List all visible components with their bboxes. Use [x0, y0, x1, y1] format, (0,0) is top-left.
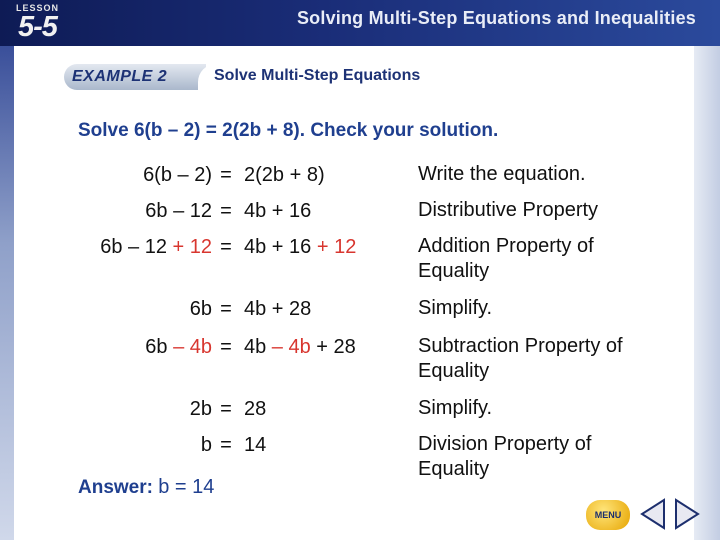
step-5-rhs-subtracted: – 4b	[266, 336, 311, 358]
step-4-equals: =	[220, 298, 232, 320]
arrow-left-icon	[636, 496, 670, 532]
lesson-title: Solving Multi-Step Equations and Inequalities	[296, 8, 696, 28]
top-banner	[0, 0, 720, 46]
step-2-equals: =	[220, 200, 232, 222]
answer	[78, 476, 214, 499]
step-7-lhs: b	[200, 434, 212, 456]
problem-statement: Solve 6(b – 2) = 2(2b + 8). Check your solution.	[78, 120, 499, 141]
step-3-equals: =	[220, 236, 232, 258]
previous-slide-button[interactable]	[636, 496, 670, 532]
step-1-equals: =	[220, 164, 232, 186]
step-5-lhs	[36, 336, 212, 359]
step-7-reason: Division Property of Equality	[418, 433, 592, 480]
step-3-rhs-added: + 12	[311, 236, 357, 258]
step-5-rhs-main: 4b	[244, 336, 267, 358]
answer-value: b = 14	[158, 476, 215, 498]
example-title: Solve Multi-Step Equations	[214, 67, 421, 84]
step-5-rhs-tail: + 28	[310, 336, 356, 358]
step-2-rhs: 4b + 16	[244, 200, 312, 222]
lesson-word: LESSON	[16, 3, 60, 13]
step-3-lhs-added: + 12	[166, 236, 212, 258]
menu-button[interactable]: MENU	[586, 500, 630, 530]
step-3-reason: Addition Property of Equality	[418, 235, 594, 282]
step-7-rhs: 14	[244, 434, 267, 456]
step-2-lhs: 6b – 12	[145, 200, 212, 222]
step-1-rhs: 2(2b + 8)	[244, 164, 325, 186]
step-3-lhs-main: 6b – 12	[100, 236, 167, 258]
next-slide-button[interactable]	[670, 496, 704, 532]
step-3-rhs-main: 4b + 16	[244, 236, 312, 258]
lesson-badge	[6, 3, 72, 43]
step-2-reason: Distributive Property	[418, 199, 599, 221]
lesson-number: 5-5	[18, 11, 57, 43]
step-5-lhs-subtracted: – 4b	[167, 336, 212, 358]
step-3-rhs	[244, 236, 356, 259]
step-5-lhs-main: 6b	[145, 336, 168, 358]
step-6-lhs: 2b	[189, 398, 212, 420]
step-3-lhs	[36, 236, 212, 259]
answer-label: Answer:	[78, 477, 153, 498]
right-accent-strip	[694, 46, 720, 540]
step-4-rhs: 4b + 28	[244, 298, 312, 320]
step-1-lhs: 6(b – 2)	[143, 164, 212, 186]
step-5-rhs	[244, 336, 356, 359]
step-4-reason: Simplify.	[418, 297, 493, 319]
step-6-rhs: 28	[244, 398, 267, 420]
step-1-reason: Write the equation.	[418, 163, 586, 185]
step-7-equals: =	[220, 434, 232, 456]
step-5-reason: Subtraction Property of Equality	[418, 335, 623, 382]
left-accent-strip	[0, 46, 14, 540]
step-6-reason: Simplify.	[418, 397, 493, 419]
step-5-equals: =	[220, 336, 232, 358]
arrow-right-icon	[670, 496, 704, 532]
step-6-equals: =	[220, 398, 232, 420]
example-label: EXAMPLE 2	[72, 68, 168, 85]
step-4-lhs: 6b	[189, 298, 212, 320]
